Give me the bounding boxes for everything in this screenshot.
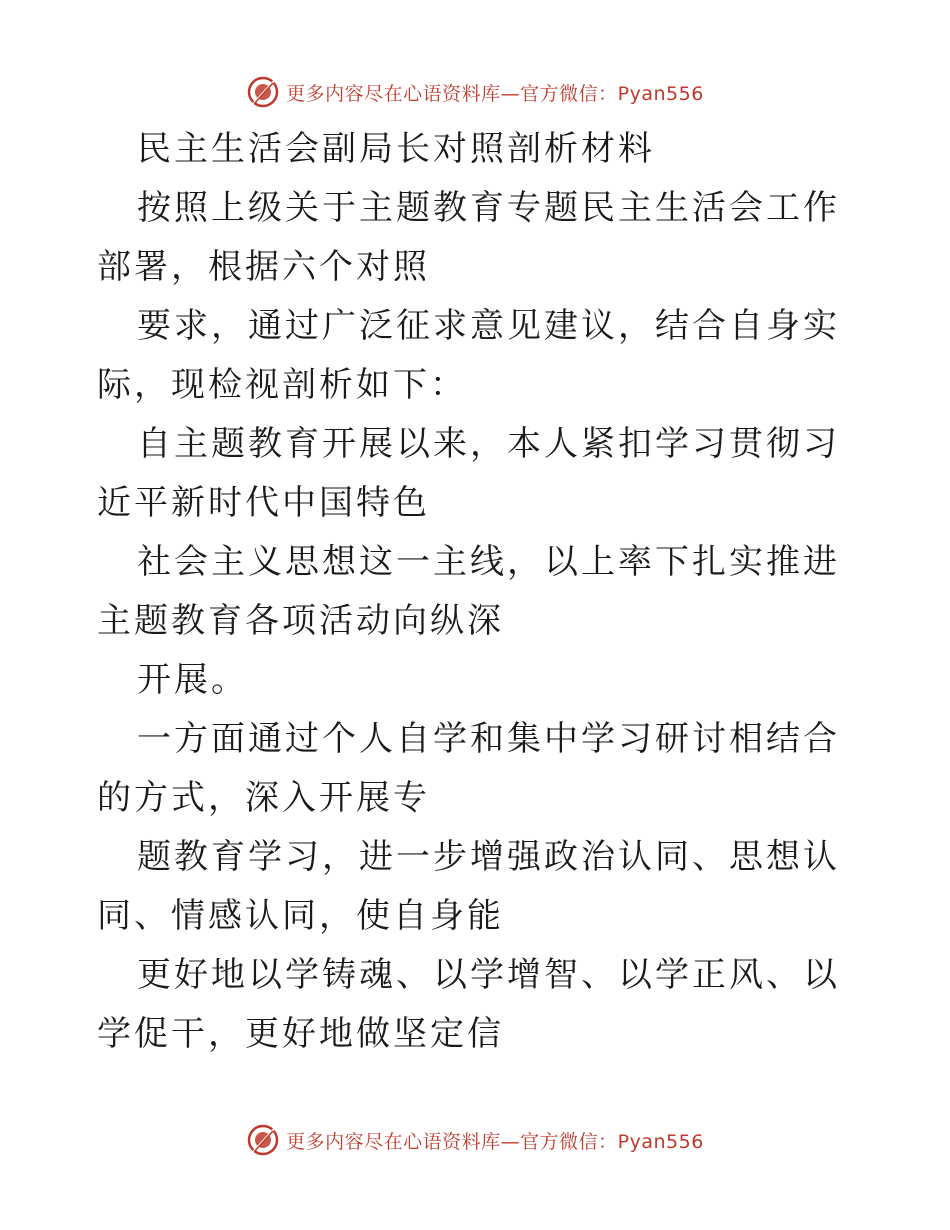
watermark-text: 更多内容尽在心语资料库—官方微信：Pyan556 — [286, 1130, 704, 1153]
quill-logo-icon — [246, 1123, 280, 1157]
watermark-text: 更多内容尽在心语资料库—官方微信：Pyan556 — [286, 82, 704, 105]
paragraph: 按照上级关于主题教育专题民主生活会工作部署，根据六个对照 — [97, 188, 840, 287]
paragraph: 社会主义思想这一主线，以上率下扎实推进主题教育各项活动向纵深 — [97, 542, 840, 641]
document-body — [97, 120, 857, 1064]
footer-watermark — [0, 1120, 950, 1160]
paragraph: 自主题教育开展以来，本人紧扣学习贯彻习近平新时代中国特色 — [97, 424, 840, 523]
paragraph: 一方面通过个人自学和集中学习研讨相结合的方式，深入开展专 — [97, 719, 840, 818]
paragraph: 要求，通过广泛征求意见建议，结合自身实际，现检视剖析如下： — [97, 306, 840, 405]
paragraph: 题教育学习，进一步增强政治认同、思想认同、情感认同，使自身能 — [97, 837, 840, 936]
paragraph: 更好地以学铸魂、以学增智、以学正风、以学促干，更好地做坚定信 — [97, 955, 840, 1054]
document-title: 民主生活会副局长对照剖析材料 — [137, 129, 655, 169]
quill-logo-icon — [246, 75, 280, 109]
header-watermark — [0, 72, 950, 112]
paragraph: 开展。 — [137, 660, 248, 700]
